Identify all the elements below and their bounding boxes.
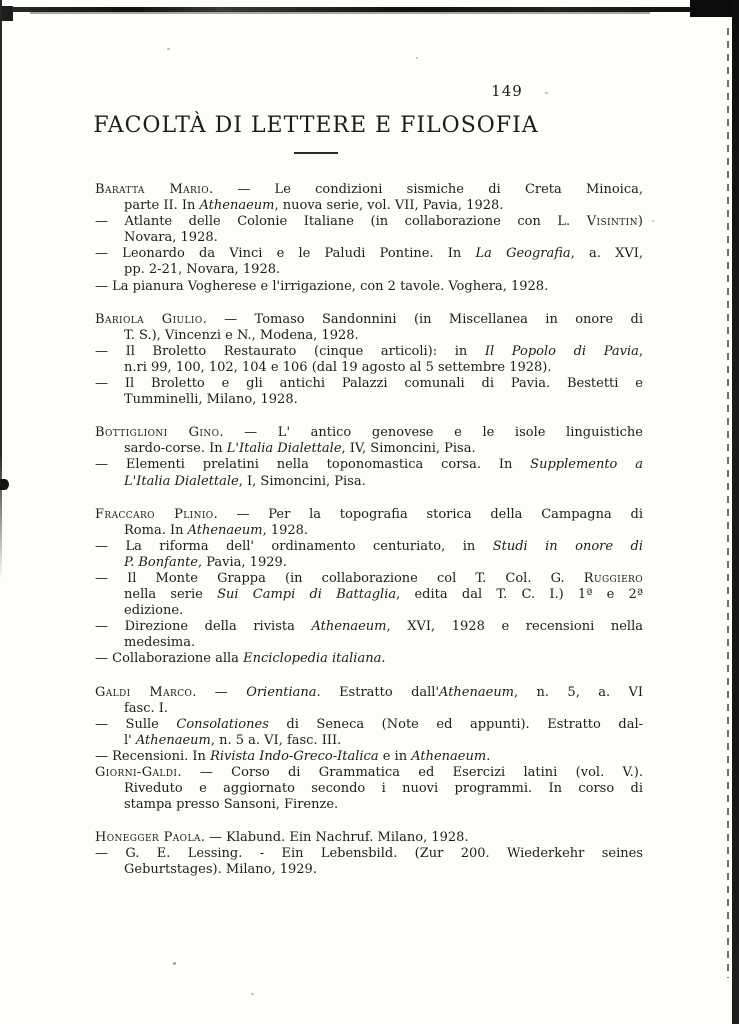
bibliography-entry — [95, 619, 643, 651]
bibliography-entry — [95, 765, 643, 813]
page-number: 149 — [491, 82, 523, 100]
bibliography-entry — [95, 749, 643, 765]
bib-line: Giorni-Galdi. — Corso di Grammatica ed Esercizi latini (vol. V.). — [95, 765, 643, 780]
bibliography-entry — [95, 312, 643, 344]
bib-line: Bariola Giulio. — Tomaso Sandonnini (in Miscellanea in onore di — [95, 311, 643, 327]
bib-line: — Atlante delle Colonie Italiane (in collaborazione con L. Visintin) — [95, 214, 643, 230]
bib-line: parte II. In Athenaeum, nuova serie, vol. VII, Pavia, 1928. — [124, 198, 504, 214]
bib-line: P. Bonfante, Pavia, 1929. — [124, 554, 287, 570]
bib-line: — Il Broletto Restaurato (cinque articoli): in Il Popolo di Pavia, — [95, 343, 644, 359]
bib-line: Galdi Marco. — Orientiana. Estratto dall'Athenaeum, n. 5, a. VI — [95, 684, 643, 700]
bibliography-block — [95, 507, 643, 668]
bibliography-block — [95, 312, 643, 409]
bibliography-block — [95, 685, 643, 814]
scan-artifact-right-binding — [732, 0, 739, 1024]
bibliography-entry — [95, 279, 643, 295]
scan-speck — [652, 220, 654, 222]
bib-line: medesima. — [124, 635, 196, 651]
bibliography-entry — [95, 717, 643, 749]
title-rule — [294, 152, 338, 154]
bibliography-block — [95, 425, 643, 489]
bib-line: Roma. In Athenaeum, 1928. — [124, 522, 309, 538]
bib-line: stampa presso Sansoni, Firenze. — [124, 797, 339, 813]
bibliography-entry — [95, 182, 643, 214]
bib-line: Baratta Mario. — Le condizioni sismiche di Creta Minoica, — [95, 182, 643, 197]
bib-line: fasc. I. — [124, 700, 169, 716]
bibliography-entry — [95, 685, 643, 717]
scan-artifact-top-edge-shadow — [30, 12, 650, 14]
bibliography-entry — [95, 539, 643, 571]
bib-line: nella serie Sui Campi di Battaglia, edita dal T. C. I.) 1ª e 2ª — [124, 587, 643, 603]
bib-line: — Il Monte Grappa (in collaborazione col T. Col. G. Ruggiero — [95, 570, 643, 586]
bibliography-entry — [95, 507, 643, 539]
bib-line: Geburtstages). Milano, 1929. — [124, 862, 317, 878]
bib-line: — Leonardo da Vinci e le Paludi Pontine. In La Geografia, a. XVI, — [95, 246, 643, 262]
bibliography — [95, 182, 643, 896]
page-title: FACOLTÀ DI LETTERE E FILOSOFIA — [93, 113, 539, 138]
bibliography-entry — [95, 830, 643, 846]
bibliography-entry — [95, 425, 643, 457]
bib-line: L'Italia Dialettale, I, Simoncini, Pisa. — [124, 473, 366, 489]
bibliography-entry — [95, 571, 643, 619]
bibliography-entry — [95, 214, 643, 246]
bibliography-block — [95, 830, 643, 878]
bibliography-entry — [95, 846, 643, 878]
scan-artifact-right-binding-line — [727, 28, 729, 978]
scan-speck — [173, 962, 176, 965]
bib-line: edizione. — [124, 603, 184, 619]
bib-line: l' Athenaeum, n. 5 a. VI, fasc. III. — [124, 732, 342, 748]
bib-line: — Il Broletto e gli antichi Palazzi comunali di Pavia. Bestetti e — [95, 376, 643, 392]
bibliography-entry — [95, 376, 643, 408]
bib-line: Novara, 1928. — [124, 230, 218, 246]
bib-line: — Sulle Consolationes di Seneca (Note ed appunti). Estratto dal- — [95, 716, 643, 732]
bib-line: Fraccaro Plinio. — Per la topografia storica della Campagna di — [95, 506, 643, 522]
bib-line: Riveduto e aggiornato secondo i nuovi programmi. In corso di — [124, 781, 643, 797]
scan-speck — [167, 48, 170, 50]
bib-line: — Elementi prelatini nella toponomastica corsa. In Supplemento a — [95, 457, 643, 473]
bib-line: Bottiglioni Gino. — L' antico genovese e le isole linguistiche — [95, 425, 643, 441]
bibliography-entry — [95, 246, 643, 278]
bibliography-entry — [95, 457, 643, 489]
bib-line: sardo-corse. In L'Italia Dialettale, IV, Simoncini, Pisa. — [124, 441, 476, 457]
bib-line: T. S.), Vincenzi e N., Modena, 1928. — [124, 327, 359, 343]
scan-speck — [545, 92, 548, 94]
bib-line: — La pianura Vogherese e l'irrigazione, con 2 tavole. Voghera, 1928. — [95, 278, 549, 294]
bib-line: Honegger Paola. — Klabund. Ein Nachruf. Milano, 1928. — [95, 830, 469, 846]
scan-artifact-left-edge-line — [0, 0, 2, 580]
bib-line: — La riforma dell' ordinamento centuriato, in Studi in onore di — [95, 538, 643, 554]
bib-line: Tumminelli, Milano, 1928. — [124, 392, 298, 408]
bibliography-entry — [95, 344, 643, 376]
scan-speck — [416, 57, 418, 59]
bib-line: — G. E. Lessing. - Ein Lebensbild. (Zur 200. Wiederkehr seines — [95, 846, 643, 862]
bibliography-block — [95, 182, 643, 295]
bib-line: — Direzione della rivista Athenaeum, XVI, 1928 e recensioni nella — [95, 619, 643, 635]
bib-line: n.ri 99, 100, 102, 104 e 106 (dal 19 agosto al 5 settembre 1928). — [124, 359, 552, 375]
bibliography-entry — [95, 651, 643, 667]
scan-artifact-ink-blot — [0, 479, 9, 490]
bib-line: — Recensioni. In Rivista Indo-Greco-Italica e in Athenaeum. — [95, 748, 491, 764]
bib-line: — Collaborazione alla Enciclopedia italiana. — [95, 651, 386, 667]
bib-line: pp. 2-21, Novara, 1928. — [124, 262, 281, 278]
scan-speck — [251, 993, 254, 995]
